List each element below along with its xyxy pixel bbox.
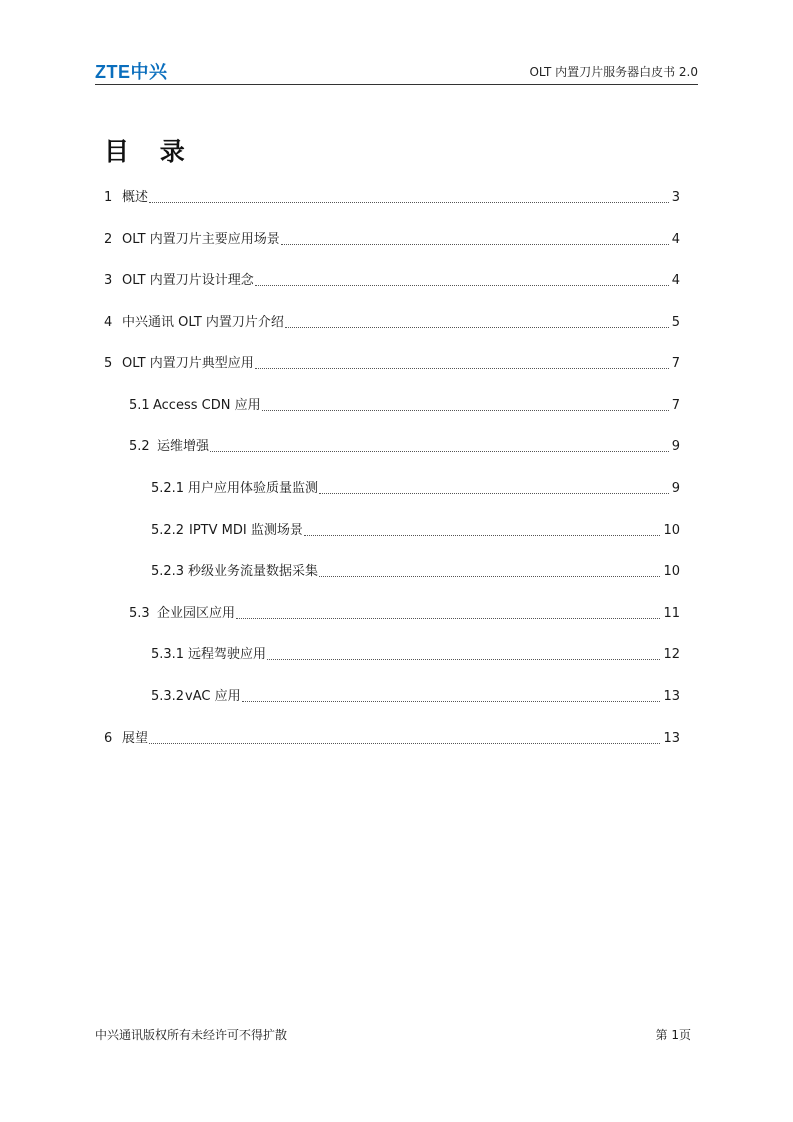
toc-dot-leader [319,492,669,494]
toc-dot-leader [242,700,661,702]
toc-entry[interactable] [151,522,680,540]
zte-logo: ZTE中兴 [95,62,168,82]
toc-entry-number: 5.2.2 [151,523,185,538]
toc-entry-page: 4 [671,232,680,247]
toc-entry-title: Access CDN 应用 [153,398,261,413]
toc-entry-title: 中兴通讯 OLT 内置刀片介绍 [122,315,284,330]
toc-entry-page: 7 [671,398,680,413]
toc-entry[interactable] [104,314,680,332]
toc-entry-page: 12 [663,647,680,662]
toc-entry-title: 概述 [122,190,149,205]
toc-entry[interactable] [104,231,680,249]
toc-dot-leader [319,575,660,577]
toc-entry-title: 运维增强 [157,439,210,454]
toc-entry-page: 3 [671,190,680,205]
toc-dot-leader [262,409,669,411]
toc-entry-number: 5.3.2 [151,689,185,704]
toc-entry[interactable] [104,272,680,290]
toc-entry-page: 9 [671,439,680,454]
toc-dot-leader [210,450,669,452]
footer-copyright: 中兴通讯版权所有未经许可不得扩散 [95,1028,288,1042]
toc-entry[interactable] [151,480,680,498]
toc-entry-number: 5 [104,356,113,371]
toc-dot-leader [267,658,660,660]
toc-dot-leader [255,284,669,286]
toc-entry-page: 13 [663,731,680,746]
toc-entry-title: 秒级业务流量数据采集 [188,564,319,579]
toc-entry[interactable] [104,730,680,748]
toc-entry-number: 5.2 [129,439,150,454]
toc-entry[interactable] [151,563,680,581]
toc-entry[interactable] [104,355,680,373]
toc-entry[interactable] [151,688,680,706]
toc-dot-leader [236,617,660,619]
toc-entry-number: 3 [104,273,113,288]
toc-entry-page: 13 [663,689,680,704]
toc-entry-page: 4 [671,273,680,288]
toc-entry-page: 10 [663,564,680,579]
toc-entry-number: 5.2.1 [151,481,185,496]
toc-entry-title: OLT 内置刀片主要应用场景 [122,232,280,247]
toc-entry-number: 4 [104,315,113,330]
toc-entry[interactable] [129,605,680,623]
toc-entry-page: 7 [671,356,680,371]
toc-entry-title: 企业园区应用 [157,606,236,621]
toc-entry[interactable] [151,646,680,664]
toc-entry-page: 9 [671,481,680,496]
toc-entry-title: 展望 [122,731,149,746]
toc-entry-number: 1 [104,190,113,205]
toc-entry-page: 11 [663,606,680,621]
toc-dot-leader [285,326,669,328]
toc-entry-number: 5.2.3 [151,564,185,579]
toc-entry-title: OLT 内置刀片设计理念 [122,273,254,288]
toc-entry-title: 用户应用体验质量监测 [188,481,319,496]
toc-dot-leader [255,367,669,369]
document-title: OLT 内置刀片服务器白皮书 2.0 [529,65,698,79]
toc-dot-leader [149,742,660,744]
toc-dot-leader [281,243,669,245]
toc-entry-title: 远程驾驶应用 [188,647,267,662]
toc-heading: 目 录 [104,137,196,166]
toc-entry-page: 5 [671,315,680,330]
toc-entry-number: 5.3.1 [151,647,185,662]
toc-entry-number: 2 [104,232,113,247]
toc-dot-leader [149,201,669,203]
page-header [95,56,698,85]
toc-entry-title: vAC 应用 [185,689,241,704]
toc-entry[interactable] [129,397,680,415]
toc-entry-title: IPTV MDI 监测场景 [189,523,303,538]
toc-entry-title: OLT 内置刀片典型应用 [122,356,254,371]
toc-entry-number: 5.1 [129,398,150,413]
toc-entry-number: 6 [104,731,113,746]
toc-entry-page: 10 [663,523,680,538]
toc-dot-leader [304,534,661,536]
toc-entry[interactable] [129,438,680,456]
toc-entry-number: 5.3 [129,606,150,621]
footer-page-number: 第 1页 [655,1028,691,1042]
toc-entry[interactable] [104,189,680,207]
